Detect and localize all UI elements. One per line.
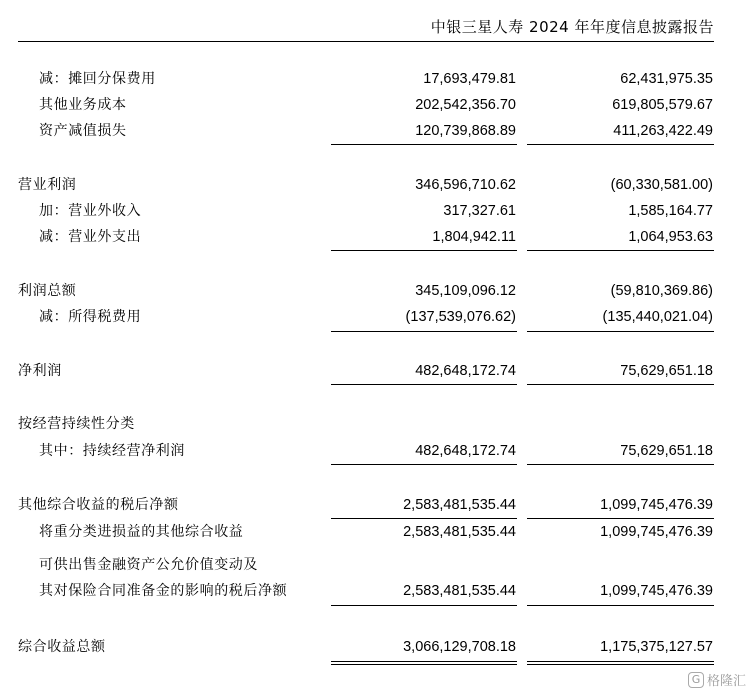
subtotal-rule bbox=[331, 518, 517, 519]
row-value-prior: 1,585,164.77 bbox=[628, 203, 713, 219]
table-row bbox=[0, 173, 752, 197]
report-title: 中银三星人寿 2024 年年度信息披露报告 bbox=[430, 18, 714, 36]
row-value-current: 120,739,868.89 bbox=[415, 123, 516, 139]
row-value-current: 345,109,096.12 bbox=[415, 283, 516, 299]
row-value-prior: 1,175,375,127.57 bbox=[600, 639, 713, 655]
table-row bbox=[0, 305, 752, 329]
row-value-current: 482,648,172.74 bbox=[415, 363, 516, 379]
table-row bbox=[0, 579, 752, 603]
table-row bbox=[0, 493, 752, 517]
table-row bbox=[0, 412, 752, 436]
row-label: 减：所得税费用 bbox=[39, 309, 142, 325]
subtotal-rule bbox=[331, 464, 517, 465]
subtotal-rule bbox=[527, 605, 714, 606]
row-value-prior: 1,099,745,476.39 bbox=[600, 497, 713, 513]
total-double-rule bbox=[527, 661, 714, 665]
row-label: 将重分类进损益的其他综合收益 bbox=[39, 524, 244, 540]
row-label: 减：营业外支出 bbox=[39, 229, 142, 245]
subtotal-rule bbox=[331, 384, 517, 385]
table-row bbox=[0, 199, 752, 223]
table-row bbox=[0, 93, 752, 117]
row-value-prior: 619,805,579.67 bbox=[612, 97, 713, 113]
subtotal-rule bbox=[331, 605, 517, 606]
row-label: 资产减值损失 bbox=[39, 123, 127, 139]
row-label: 其他业务成本 bbox=[39, 97, 127, 113]
row-value-current: (137,539,076.62) bbox=[405, 309, 516, 325]
row-value-current: 202,542,356.70 bbox=[415, 97, 516, 113]
row-value-current: 2,583,481,535.44 bbox=[403, 583, 516, 599]
table-row bbox=[0, 119, 752, 143]
row-label: 营业利润 bbox=[18, 177, 77, 193]
row-label: 其他综合收益的税后净额 bbox=[18, 497, 179, 513]
table-row bbox=[0, 359, 752, 383]
subtotal-rule bbox=[527, 250, 714, 251]
table-row bbox=[0, 279, 752, 303]
row-value-prior: (60,330,581.00) bbox=[610, 177, 713, 193]
subtotal-rule bbox=[527, 464, 714, 465]
total-double-rule bbox=[331, 661, 517, 665]
row-value-prior: 75,629,651.18 bbox=[620, 363, 713, 379]
row-value-prior: 1,099,745,476.39 bbox=[600, 524, 713, 540]
row-value-prior: 75,629,651.18 bbox=[620, 443, 713, 459]
row-label: 其对保险合同准备金的影响的税后净额 bbox=[39, 583, 288, 599]
table-row bbox=[0, 553, 752, 577]
header-divider bbox=[18, 41, 714, 42]
table-row bbox=[0, 439, 752, 463]
subtotal-rule bbox=[527, 144, 714, 145]
row-value-prior: 62,431,975.35 bbox=[620, 71, 713, 87]
row-value-current: 317,327.61 bbox=[443, 203, 516, 219]
row-value-prior: (59,810,369.86) bbox=[610, 283, 713, 299]
row-value-prior: (135,440,021.04) bbox=[602, 309, 713, 325]
row-label: 加：营业外收入 bbox=[39, 203, 142, 219]
row-value-current: 3,066,129,708.18 bbox=[403, 639, 516, 655]
subtotal-rule bbox=[331, 144, 517, 145]
watermark bbox=[688, 670, 746, 689]
row-value-current: 2,583,481,535.44 bbox=[403, 524, 516, 540]
row-label: 利润总额 bbox=[18, 283, 77, 299]
row-value-current: 2,583,481,535.44 bbox=[403, 497, 516, 513]
row-value-prior: 411,263,422.49 bbox=[613, 123, 713, 139]
subtotal-rule bbox=[527, 331, 714, 332]
row-value-current: 1,804,942.11 bbox=[432, 229, 516, 245]
subtotal-rule bbox=[331, 331, 517, 332]
row-value-prior: 1,064,953.63 bbox=[628, 229, 713, 245]
watermark-logo-icon: G bbox=[688, 672, 704, 688]
table-row bbox=[0, 520, 752, 544]
table-row bbox=[0, 67, 752, 91]
subtotal-rule bbox=[527, 384, 714, 385]
subtotal-rule bbox=[527, 518, 714, 519]
watermark-text: 格隆汇 bbox=[706, 674, 746, 689]
row-label: 净利润 bbox=[18, 363, 62, 379]
row-value-current: 17,693,479.81 bbox=[423, 71, 516, 87]
row-label: 减：摊回分保费用 bbox=[39, 71, 156, 87]
table-row bbox=[0, 635, 752, 659]
subtotal-rule bbox=[331, 250, 517, 251]
row-value-prior: 1,099,745,476.39 bbox=[600, 583, 713, 599]
row-label: 其中：持续经营净利润 bbox=[39, 443, 185, 459]
row-label: 可供出售金融资产公允价值变动及 bbox=[39, 557, 258, 573]
row-label: 综合收益总额 bbox=[18, 639, 106, 655]
table-row bbox=[0, 225, 752, 249]
section-heading: 按经营持续性分类 bbox=[18, 416, 135, 432]
row-value-current: 346,596,710.62 bbox=[415, 177, 516, 193]
row-value-current: 482,648,172.74 bbox=[415, 443, 516, 459]
